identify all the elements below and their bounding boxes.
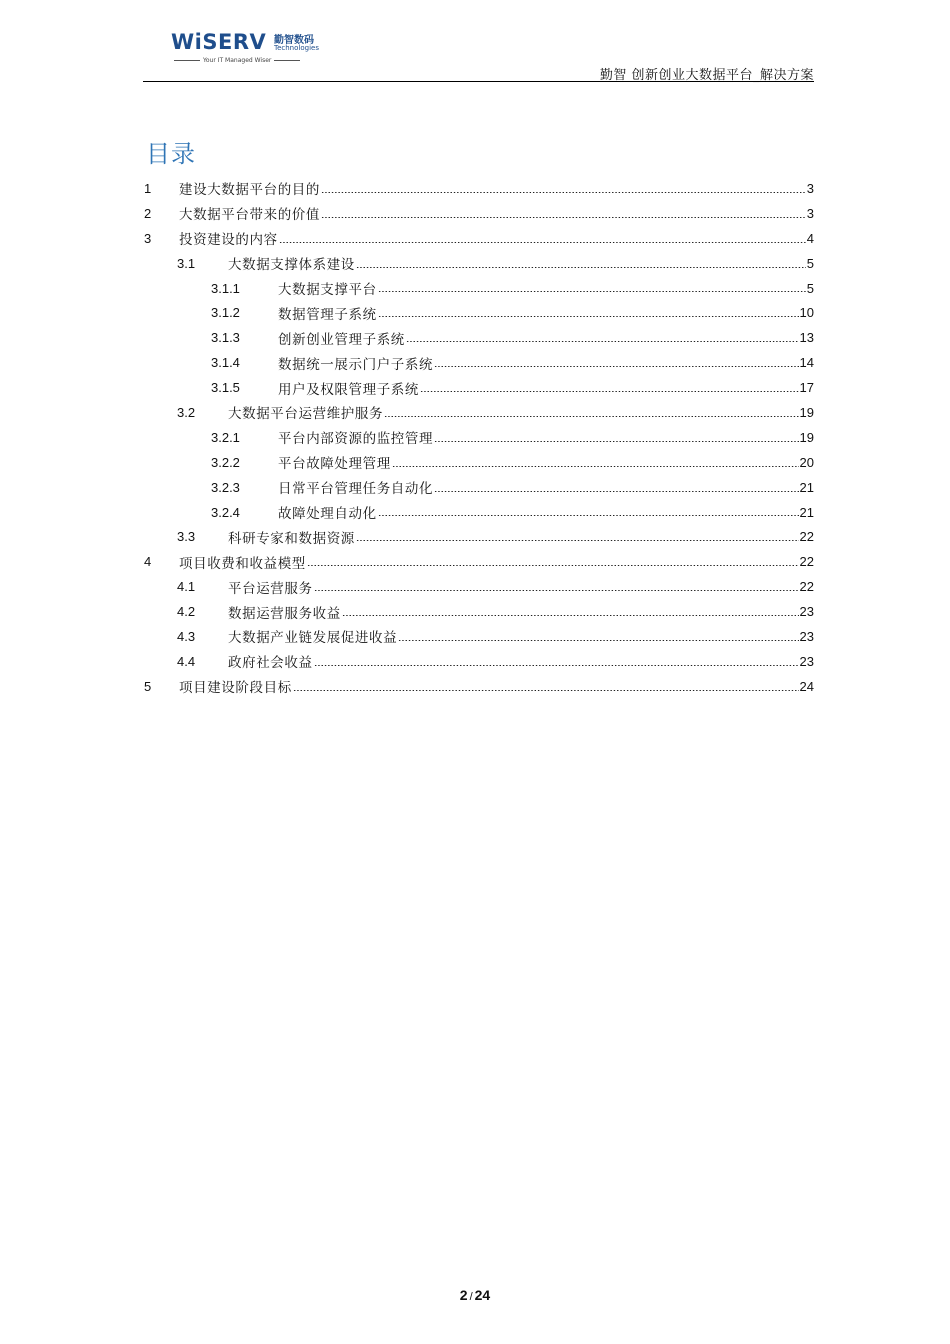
toc-entry[interactable]	[143, 500, 814, 525]
total-page-count: 24	[474, 1287, 491, 1303]
toc-dot-leader	[356, 540, 799, 541]
toc-entry-page: 3	[806, 205, 814, 221]
toc-entry[interactable]	[143, 325, 814, 350]
toc-dot-leader	[378, 291, 806, 292]
toc-entry-title: 创新创业管理子系统	[278, 331, 405, 348]
document-title: 勤智 创新创业大数据平台_解决方案	[599, 68, 814, 83]
toc-entry-number: 4.1	[177, 579, 196, 595]
toc-entry-title: 项目建设阶段目标	[179, 680, 292, 697]
toc-entry-page: 13	[799, 330, 814, 346]
toc-dot-leader	[420, 391, 799, 392]
toc-entry-page: 14	[799, 355, 814, 371]
toc-entry-title: 项目收费和收益模型	[179, 555, 306, 572]
toc-entry-number: 3.3	[177, 529, 196, 545]
toc-entry-page: 17	[799, 380, 814, 396]
logo-tagline: Your IT Managed Wiser	[171, 57, 303, 64]
toc-entry-number: 3.2.3	[211, 479, 240, 495]
toc-dot-leader	[321, 217, 806, 218]
toc-dot-leader	[279, 242, 806, 243]
toc-dot-leader	[321, 192, 806, 193]
toc-entry-number: 3.2	[177, 404, 196, 420]
toc-entry-title: 数据运营服务收益	[228, 605, 341, 622]
toc-entry[interactable]	[143, 450, 814, 475]
page-header	[143, 28, 814, 84]
toc-dot-leader	[378, 316, 799, 317]
toc-entry-title: 用户及权限管理子系统	[278, 381, 419, 398]
toc-entry-page: 21	[799, 479, 814, 495]
toc-dot-leader	[398, 640, 798, 641]
toc-dot-leader	[434, 491, 798, 492]
toc-entry[interactable]	[143, 649, 814, 674]
toc-dot-leader	[307, 565, 799, 566]
toc-entry-title: 故障处理自动化	[278, 506, 377, 523]
toc-entry-number: 2	[144, 205, 152, 221]
toc-entry-number: 3.1.3	[211, 330, 240, 346]
toc-dot-leader	[434, 441, 798, 442]
toc-entry[interactable]	[143, 276, 814, 301]
toc-entry[interactable]	[143, 251, 814, 276]
toc-entry-number: 4.4	[177, 653, 196, 669]
toc-entry[interactable]	[143, 375, 814, 400]
toc-dot-leader	[314, 590, 799, 591]
toc-entry-title: 大数据平台运营维护服务	[228, 406, 384, 423]
toc-dot-leader	[356, 267, 806, 268]
toc-dot-leader	[384, 416, 798, 417]
toc-entry-title: 建设大数据平台的目的	[179, 182, 320, 199]
toc-entry-page: 21	[799, 504, 814, 520]
toc-entry-number: 3.2.1	[211, 429, 240, 445]
toc-entry[interactable]	[143, 425, 814, 450]
logo-chinese-name: 勤智数码	[274, 35, 314, 46]
toc-entry[interactable]	[143, 574, 814, 599]
toc-entry-title: 数据管理子系统	[278, 306, 377, 323]
logo-wordmark: WiSERV	[171, 30, 267, 54]
toc-entry-number: 4	[144, 554, 152, 570]
toc-entry[interactable]	[143, 400, 814, 425]
toc-entry[interactable]	[143, 599, 814, 624]
toc-dot-leader	[378, 515, 799, 516]
toc-dot-leader	[293, 690, 799, 691]
toc-entry-number: 3.1	[177, 255, 196, 271]
toc-entry-number: 3.1.2	[211, 305, 240, 321]
toc-entry-number: 1	[144, 180, 152, 196]
toc-entry-title: 大数据支撑平台	[278, 282, 377, 298]
toc-entry-number: 3.1.5	[211, 380, 240, 396]
toc-entry-page: 4	[806, 230, 814, 246]
page-separator: /	[469, 1291, 473, 1303]
toc-entry-page: 20	[799, 454, 814, 470]
toc-entry-page: 19	[799, 404, 814, 420]
toc-dot-leader	[406, 341, 799, 342]
toc-dot-leader	[392, 466, 799, 467]
toc-dot-leader	[434, 366, 798, 367]
toc-entry-title: 政府社会收益	[228, 655, 313, 672]
toc-entry-page: 22	[799, 529, 814, 545]
toc-entry-number: 3.1.4	[211, 355, 240, 371]
toc-entry[interactable]	[143, 201, 814, 226]
toc-entry-page: 24	[799, 678, 814, 694]
toc-entry[interactable]	[143, 350, 814, 375]
company-logo	[171, 28, 331, 72]
toc-entry[interactable]	[143, 674, 814, 699]
toc-entry-title: 平台运营服务	[228, 580, 313, 597]
toc-entry[interactable]	[143, 624, 814, 649]
toc-heading: 目录	[146, 140, 196, 168]
toc-entry-page: 23	[799, 653, 814, 669]
toc-entry-title: 大数据支撑体系建设	[228, 257, 355, 274]
header-divider	[143, 81, 814, 82]
toc-entry-number: 4.2	[177, 604, 196, 620]
toc-entry[interactable]	[143, 300, 814, 325]
toc-dot-leader	[342, 615, 799, 616]
toc-entry-number: 3.1.1	[211, 280, 240, 296]
toc-entry-page: 5	[806, 255, 814, 271]
toc-entry-title: 大数据平台带来的价值	[179, 207, 320, 224]
toc-dot-leader	[314, 665, 799, 666]
table-of-contents	[143, 176, 814, 699]
toc-entry-number: 3.2.2	[211, 454, 240, 470]
toc-entry-title: 科研专家和数据资源	[228, 530, 355, 547]
toc-entry-title: 大数据产业链发展促进收益	[228, 630, 398, 647]
toc-entry-number: 5	[144, 678, 152, 694]
toc-entry-page: 22	[799, 554, 814, 570]
current-page-number: 2	[459, 1287, 468, 1303]
toc-entry-page: 3	[806, 180, 814, 196]
toc-entry[interactable]	[143, 549, 814, 574]
toc-entry-page: 10	[799, 305, 814, 321]
toc-entry-page: 19	[799, 429, 814, 445]
toc-entry-page: 23	[799, 604, 814, 620]
toc-entry-title: 日常平台管理任务自动化	[278, 481, 434, 498]
toc-entry-title: 数据统一展示门户子系统	[278, 356, 434, 373]
toc-entry[interactable]	[143, 226, 814, 251]
toc-entry-number: 4.3	[177, 628, 196, 644]
toc-entry[interactable]	[143, 475, 814, 500]
toc-entry-title: 投资建设的内容	[179, 232, 278, 249]
toc-entry-page: 5	[806, 280, 814, 296]
toc-entry-title: 平台故障处理管理	[278, 456, 391, 473]
toc-entry-page: 22	[799, 579, 814, 595]
logo-english-name: Technologies	[274, 44, 319, 52]
page-number-footer	[0, 1287, 950, 1303]
toc-entry[interactable]	[143, 524, 814, 549]
toc-entry-page: 23	[799, 628, 814, 644]
toc-entry-number: 3	[144, 230, 152, 246]
toc-entry[interactable]	[143, 176, 814, 201]
toc-entry-number: 3.2.4	[211, 504, 240, 520]
toc-entry-title: 平台内部资源的监控管理	[278, 431, 434, 448]
